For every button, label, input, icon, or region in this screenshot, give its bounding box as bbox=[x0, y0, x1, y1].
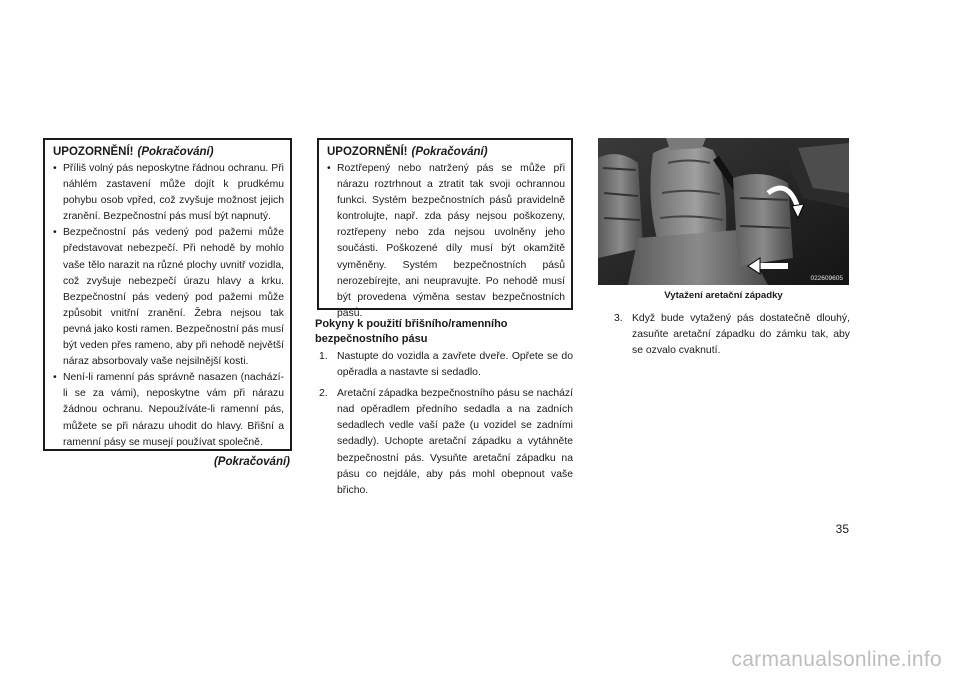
step-text: Aretační západka bezpečnostního pásu se nachází nad opěradlem předního sedadla a na zadních sedadlech vedle vaší paže (u vozidel se zadními sedadly). Uchopte aretační západku a vytáhněte bezpečnostní pás. Vysuňte aretační západku na pásu co nejdále, aby pás mohl obepnout vaše břicho. bbox=[337, 388, 573, 496]
page-number: 35 bbox=[835, 522, 849, 536]
step-3-block bbox=[610, 311, 850, 364]
instructions-section bbox=[315, 317, 573, 504]
warning-bullet: • Roztřepený nebo natržený pás se může při nárazu roztrhnout a ztratit tak svoji ochrannou funkci. Systém bezpečnostních pásů pravidelně kontrolujte, např. zda pásy nejsou poškozeny, roztřepeny nebo zda nejsou uvolněny jeho součásti. Poškozené díly musí být okamžitě vyměněny. Systém bezpečnostních pásů nerozebírejte, ani neupravujte. Po nehodě musí být provedena výměna sestav bezpečnostních pásů. bbox=[327, 161, 565, 322]
warning-bullet: • Příliš volný pás neposkytne řádnou ochranu. Při náhlém zastavení může dojít k prudkému pohybu osob vpřed, což zvyšuje možnost jejich zranění. Bezpečnostní pás musí být napnutý. bbox=[53, 161, 284, 225]
warning-bullet: • Bezpečnostní pás vedený pod pažemi může představovat nebezpečí. Při nehodě by mohlo vaše tělo narazit na různé plochy uvnitř vozidla, což zvyšuje nebezpečí úrazu hlavy a krku. Bezpečnostní pás vedený pod pažemi může způsobit vnitřní zranění. Žebra nejsou tak pevná jako kosti ramen. Bezpečnostní pás musí být veden přes rameno, aby při nehodě největší náraz absorbovaly vaše nejsilnější kosti. bbox=[53, 225, 284, 370]
continued-footer: (Pokračování) bbox=[213, 456, 290, 468]
step-item bbox=[610, 311, 850, 359]
steps-list bbox=[610, 311, 850, 359]
figure-caption: Vytažení aretační západky bbox=[664, 290, 783, 301]
step-number: 1. bbox=[319, 351, 328, 362]
seat-illustration bbox=[598, 138, 849, 285]
steps-list bbox=[315, 349, 573, 499]
step-text: Když bude vytažený pás dostatečně dlouhý, zasuňte aretační západku do zámku tak, aby se ozvalo cvaknutí. bbox=[632, 313, 850, 357]
warning-bullet-list bbox=[327, 161, 565, 322]
warning-title: UPOZORNĚNÍ! (Pokračování) bbox=[327, 146, 488, 158]
step-item bbox=[315, 349, 573, 381]
step-number: 2. bbox=[319, 388, 328, 400]
continued-label: (Pokračování) bbox=[411, 146, 488, 158]
warning-box-left bbox=[43, 138, 292, 451]
warning-bullet: • Není-li ramenní pás správně nasazen (nachází-li se za vámi), neposkytne vám při nárazu žádnou ochranu. Nepoužíváte-li ramenní pás, můžete se při nárazu uhodit do hlavy. Břišní a ramenní pásy se musejí používat společně. bbox=[53, 370, 284, 450]
continued-label: (Pokračování) bbox=[137, 146, 214, 158]
warning-bullet-list bbox=[53, 161, 284, 451]
step-number: 3. bbox=[614, 313, 623, 324]
section-heading: Pokyny k použití břišního/ramenního bezpečnostního pásu bbox=[315, 318, 508, 345]
seatbelt-photo bbox=[598, 138, 849, 285]
warning-box-middle bbox=[317, 138, 573, 319]
figure-code: 022609605 bbox=[810, 275, 843, 282]
step-item bbox=[315, 386, 573, 499]
step-text: Nastupte do vozidla a zavřete dveře. Opřete se do opěradla a nastavte si sedadlo. bbox=[337, 351, 573, 379]
warning-title: UPOZORNĚNÍ! (Pokračování) bbox=[53, 146, 214, 158]
watermark: carmanualsonline.info bbox=[731, 648, 942, 671]
